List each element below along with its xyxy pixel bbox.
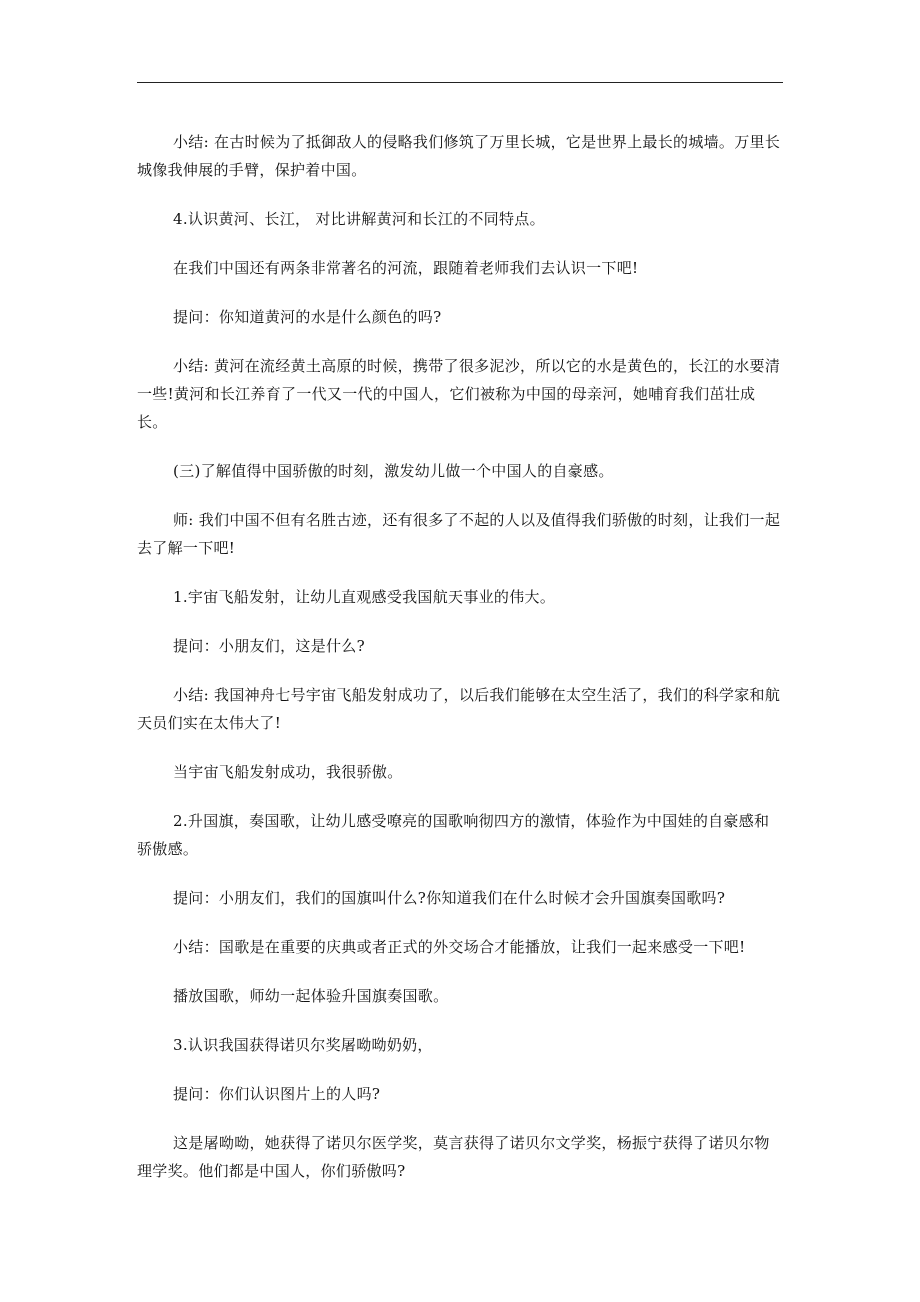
paragraph: 小结: 在古时候为了抵御敌人的侵略我们修筑了万里长城，它是世界上最长的城墙。万里长城像我伸展的手臂，保护着中国。 — [137, 133, 781, 179]
document-body — [137, 128, 783, 1185]
paragraph: 师: 我们中国不但有名胜古迹，还有很多了不起的人以及值得我们骄傲的时刻，让我们一起去了解一下吧! — [137, 511, 781, 557]
header-rule — [137, 82, 783, 83]
section-heading: (三)了解值得中国骄傲的时刻，激发幼儿做一个中国人的自豪感。 — [173, 462, 614, 480]
paragraph: 提问：你们认识图片上的人吗? — [173, 1085, 381, 1103]
paragraph: 提问：小朋友们，这是什么? — [173, 637, 365, 655]
paragraph: 3.认识我国获得诺贝尔奖屠呦呦奶奶， — [173, 1036, 433, 1054]
paragraph: 1.宇宙飞船发射，让幼儿直观感受我国航天事业的伟大。 — [173, 588, 556, 606]
paragraph: 播放国歌，师幼一起体验升国旗奏国歌。 — [173, 987, 449, 1005]
paragraph: 提问：小朋友们，我们的国旗叫什么?你知道我们在什么时候才会升国旗奏国歌吗? — [173, 889, 726, 907]
paragraph: 小结: 我国神舟七号宇宙飞船发射成功了，以后我们能够在太空生活了，我们的科学家和航天员们实在太伟大了! — [137, 686, 781, 732]
paragraph: 4.认识黄河、长江， 对比讲解黄河和长江的不同特点。 — [173, 210, 545, 228]
paragraph: 小结: 黄河在流经黄土高原的时候，携带了很多泥沙，所以它的水是黄色的，长江的水要清一些!黄河和长江养育了一代又一代的中国人，它们被称为中国的母亲河，她哺育我们茁壮成长。 — [137, 357, 781, 431]
paragraph: 在我们中国还有两条非常著名的河流，跟随着老师我们去认识一下吧! — [173, 259, 639, 277]
paragraph: 小结：国歌是在重要的庆典或者正式的外交场合才能播放，让我们一起来感受一下吧! — [173, 938, 746, 956]
paragraph: 这是屠呦呦，她获得了诺贝尔医学奖，莫言获得了诺贝尔文学奖，杨振宁获得了诺贝尔物理学奖。他们都是中国人，你们骄傲吗? — [137, 1134, 770, 1180]
paragraph: 当宇宙飞船发射成功，我很骄傲。 — [173, 763, 403, 781]
paragraph: 提问：你知道黄河的水是什么颜色的吗? — [173, 308, 442, 326]
paragraph: 2.升国旗，奏国歌，让幼儿感受嘹亮的国歌响彻四方的激情，体验作为中国娃的自豪感和骄傲感。 — [137, 812, 770, 858]
